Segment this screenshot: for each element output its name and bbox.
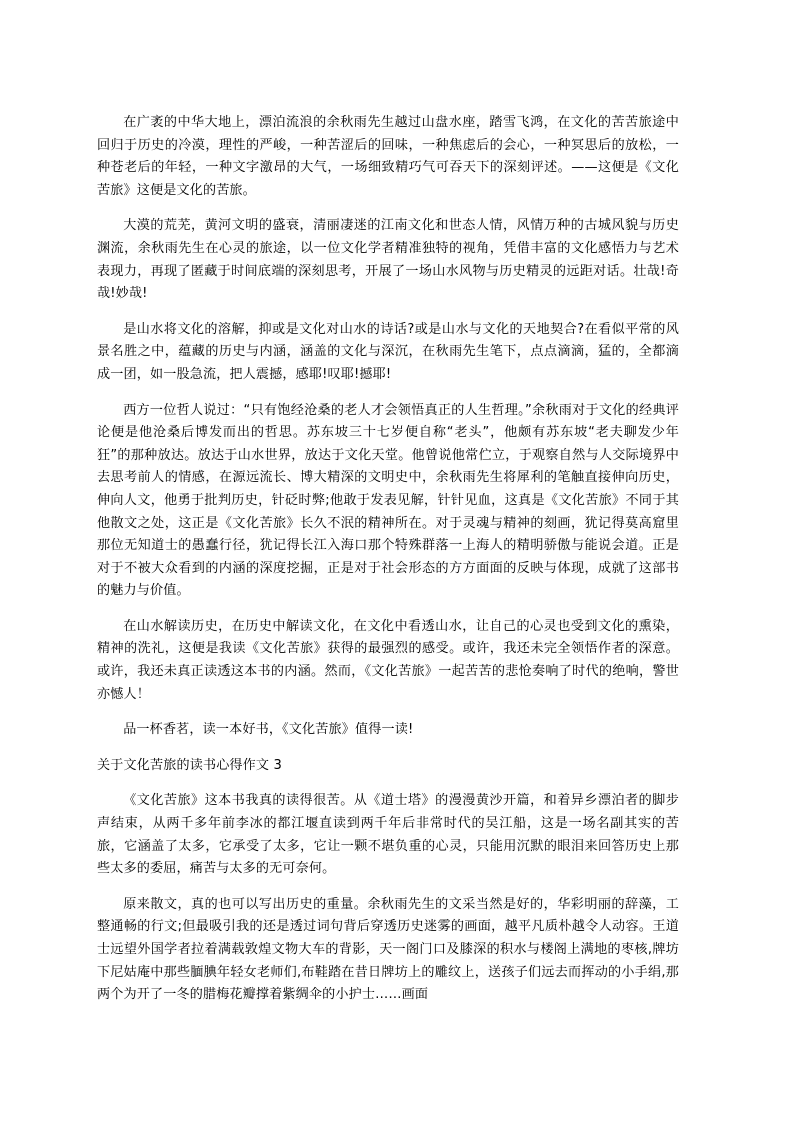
paragraph: 在山水解读历史，在历史中解读文化，在文化中看透山水，让自己的心灵也受到文化的熏染，精神的洗礼，这便是我读《文化苦旅》获得的最强烈的感受。或许，我还未完全领悟作者的深意。或许，我还未真正读透这本书的内涵。然而，《文化苦旅》一起苦苦的悲怆奏响了时代的绝响，警世亦憾人！	[97, 618, 679, 702]
section-heading: 关于文化苦旅的读书心得作文 3	[97, 757, 282, 773]
paragraph: 是山水将文化的溶解，抑或是文化对山水的诗话?或是山水与文化的天地契合?在看似平常的风景名胜之中，蕴藏的历史与内涵，涵盖的文化与深沉，在秋雨先生笔下，点点滴滴，猛的，全都滴成一团，如一股急流，把人震撼，感耶!叹耶!撼耶!	[97, 321, 679, 382]
paragraph: 大漠的荒芜，黄河文明的盛衰，清丽凄迷的江南文化和世态人情，风情万种的古城风貌与历史渊流，余秋雨先生在心灵的旅途，以一位文化学者精准独特的视角，凭借丰富的文化感悟力与艺术表现力，再现了匿藏于时间底端的深刻思考，开展了一场山水风物与历史精灵的远距对话。壮哉!奇哉!妙哉!	[97, 218, 679, 302]
paragraph: 在广袤的中华大地上，漂泊流浪的余秋雨先生越过山盘水座，踏雪飞鸿，在文化的苦苦旅途中回归于历史的冷漠，理性的严峻，一种苦涩后的回味，一种焦虑后的会心，一种冥思后的放松，一种苍老后的年轻，一种文字激昂的大气，一场细致精巧气可吞天下的深刻评述。——这便是《文化苦旅》这便是文化的苦旅。	[97, 115, 679, 198]
paragraph: 原来散文，真的也可以写出历史的重量。余秋雨先生的文采当然是好的，华彩明丽的辞藻，工整通畅的行文;但最吸引我的还是透过词句背后穿透历史迷雾的画面，越平凡质朴越令人动容。王道士远望外国学者拉着满载敦煌文物大车的背影，天一阁门口及膝深的积水与楼阁上满地的枣核,牌坊下尼姑庵中那些腼腆年轻女老师们,布鞋踏在昔日牌坊上的雕纹上，送孩子们远去而挥动的小手绢,那两个为开了一冬的腊梅花瓣撑着紫绸伞的小护士……画面	[97, 896, 679, 1003]
paragraph: 西方一位哲人说过：“只有饱经沧桑的老人才会领悟真正的人生哲理。”余秋雨对于文化的经典评论便是他沧桑后博发而出的哲思。苏东坡三十七岁便自称“老头”，他颇有苏东坡“老夫聊发少年狂”的那种放达。放达于山水世界，放达于文化天堂。他曾说他常伫立，于观察自然与人交际境界中去思考前人的情感，在源远流长、博大精深的文明史中，余秋雨先生将犀利的笔触直接伸向历史，伸向人文，他勇于批判历史，针砭时弊;他敢于发表见解，针针见血，这真是《文化苦旅》不同于其他散文之处，这正是《文化苦旅》长久不泯的精神所在。对于灵魂与精神的刻画，犹记得莫高窟里那位无知道士的愚蠢行径，犹记得长江入海口那个特殊群落一上海人的精明骄傲与能说会道。正是对于不被大众看到的内涵的深度挖掘，正是对于社会形态的方方面面的反映与体现，成就了这部书的魅力与价值。	[97, 402, 679, 599]
paragraph: 《文化苦旅》这本书我真的读得很苦。从《道士塔》的漫漫黄沙开篇，和着异乡漂泊者的脚步声结束，从两千多年前李冰的都江堰直读到两千年后非常时代的吴江船，这是一场名副其实的苦旅，它涵盖了太多，它承受了太多，它让一颗不堪负重的心灵，只能用沉默的眼泪来回答历史上那些太多的委屈，痛苦与太多的无可奈何。	[97, 793, 679, 877]
paragraph: 品一杯香茗，读一本好书，《文化苦旅》值得一读!	[123, 722, 414, 738]
document-text-body	[97, 112, 679, 1007]
